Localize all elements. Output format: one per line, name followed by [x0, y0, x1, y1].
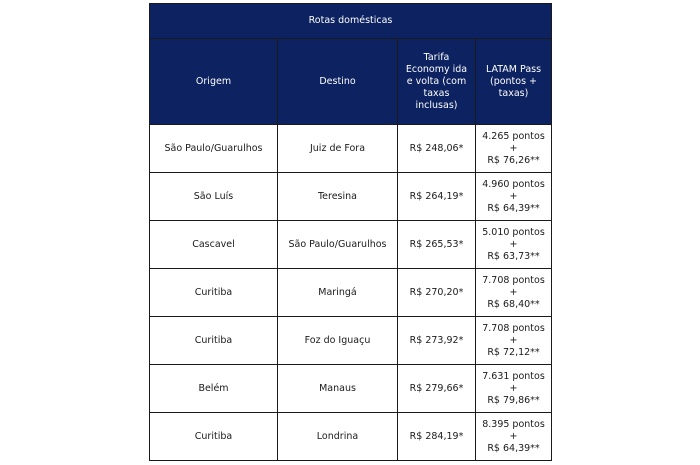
cell-destino: Juiz de Fora	[278, 125, 398, 173]
domestic-routes-table	[149, 3, 552, 461]
cell-tarifa: R$ 248,06*	[398, 125, 476, 173]
cell-tarifa: R$ 273,92*	[398, 317, 476, 365]
cell-tarifa: R$ 265,53*	[398, 221, 476, 269]
header-destino: Destino	[278, 39, 398, 125]
cell-tarifa: R$ 279,66*	[398, 365, 476, 413]
header-latam-pass: LATAM Pass (pontos + taxas)	[476, 39, 552, 125]
cell-taxas: R$ 68,40**	[487, 298, 540, 310]
table-row	[150, 221, 552, 269]
cell-destino: Manaus	[278, 365, 398, 413]
table-row	[150, 317, 552, 365]
cell-latam-pass	[476, 317, 552, 365]
cell-latam-pass	[476, 413, 552, 461]
cell-origem: Curitiba	[150, 413, 278, 461]
cell-pontos: 5.010 pontos +	[482, 226, 545, 250]
cell-origem: Curitiba	[150, 317, 278, 365]
table-row	[150, 269, 552, 317]
cell-pontos: 7.631 pontos +	[482, 370, 545, 394]
cell-latam-pass	[476, 221, 552, 269]
cell-taxas: R$ 79,86**	[487, 394, 540, 406]
table-row	[150, 125, 552, 173]
cell-origem: Curitiba	[150, 269, 278, 317]
cell-taxas: R$ 76,26**	[487, 154, 540, 166]
cell-origem: Belém	[150, 365, 278, 413]
cell-destino: São Paulo/Guarulhos	[278, 221, 398, 269]
header-tarifa: Tarifa Economy ida e volta (com taxas inclusas)	[398, 39, 476, 125]
cell-latam-pass	[476, 365, 552, 413]
cell-latam-pass	[476, 125, 552, 173]
table-row	[150, 365, 552, 413]
cell-destino: Londrina	[278, 413, 398, 461]
cell-pontos: 4.960 pontos +	[482, 178, 545, 202]
cell-destino: Teresina	[278, 173, 398, 221]
cell-taxas: R$ 64,39**	[487, 202, 540, 214]
table-row	[150, 173, 552, 221]
cell-origem: São Paulo/Guarulhos	[150, 125, 278, 173]
cell-origem: Cascavel	[150, 221, 278, 269]
cell-pontos: 4.265 pontos +	[482, 130, 545, 154]
cell-pontos: 7.708 pontos +	[482, 274, 545, 298]
table-title: Rotas domésticas	[150, 4, 552, 39]
cell-taxas: R$ 64,39**	[487, 442, 540, 454]
table-row	[150, 413, 552, 461]
cell-latam-pass	[476, 269, 552, 317]
header-origem: Origem	[150, 39, 278, 125]
cell-tarifa: R$ 284,19*	[398, 413, 476, 461]
cell-tarifa: R$ 264,19*	[398, 173, 476, 221]
cell-destino: Foz do Iguaçu	[278, 317, 398, 365]
cell-pontos: 8.395 pontos +	[482, 418, 545, 442]
cell-taxas: R$ 72,12**	[487, 346, 540, 358]
cell-taxas: R$ 63,73**	[487, 250, 540, 262]
cell-pontos: 7.708 pontos +	[482, 322, 545, 346]
cell-tarifa: R$ 270,20*	[398, 269, 476, 317]
cell-latam-pass	[476, 173, 552, 221]
cell-destino: Maringá	[278, 269, 398, 317]
cell-origem: São Luís	[150, 173, 278, 221]
